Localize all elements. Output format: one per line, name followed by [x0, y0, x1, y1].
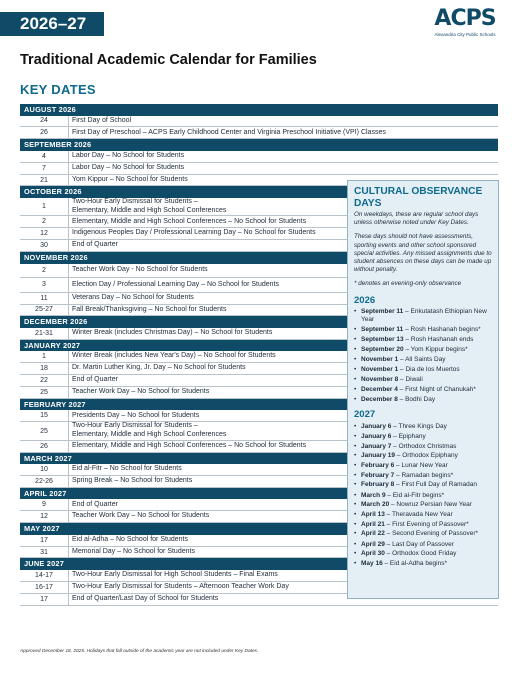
observance-name: Epiphany [398, 432, 426, 440]
observance-item: • April 22 – Second Evening of Passover* [354, 530, 492, 538]
month-header: AUGUST 2026 [20, 104, 498, 116]
observance-item: • April 21 – First Evening of Passover* [354, 520, 492, 530]
event-date: 25-27 [20, 305, 69, 316]
observance-name: Enkutatash Ethiopian New Year [361, 307, 487, 324]
observance-list-2026 [354, 308, 492, 405]
event-date: 11 [20, 293, 69, 304]
observance-item: • December 8 – Bodhi Day [354, 395, 492, 405]
month-header: SEPTEMBER 2026 [20, 139, 498, 151]
cultural-observance-panel [347, 180, 499, 599]
observance-note: These days should not have assessments, sporting events and other school sponsored special activities. Any missed assignments due to student absences on these days can be made up without penalty. [354, 233, 492, 274]
event-description: Labor Day – No School for Students [72, 163, 185, 171]
observance-date: January 7 [361, 442, 392, 450]
logo-text: ACPS [434, 6, 496, 31]
event-description: Election Day / Professional Learning Day – No School for Students [72, 280, 280, 288]
event-date: 4 [20, 151, 69, 162]
month-header: MAY 2027 [20, 523, 498, 535]
observance-item: • January 6 – Epiphany [354, 432, 492, 442]
event-date: 22-26 [20, 476, 69, 487]
observance-list-2027 [354, 422, 492, 570]
event-date: 26 [20, 441, 69, 452]
year-heading-2027: 2027 [354, 408, 376, 420]
observance-name: Orthodox Epiphany [402, 452, 458, 460]
observance-name: Second Evening of Passover* [392, 530, 479, 538]
event-date: 21 [20, 175, 69, 186]
event-date: 12 [20, 228, 69, 239]
calendar-row [20, 127, 498, 139]
event-date: 25 [20, 422, 69, 440]
observance-item: • September 20 – Yom Kippur begins* [354, 345, 492, 355]
logo-mark [426, 8, 504, 30]
event-date: 3 [20, 278, 69, 292]
event-description: Yom Kippur – No School for Students [72, 175, 188, 183]
observance-date: March 20 [361, 501, 390, 509]
observance-intro: On weekdays, these are regular school days unless otherwise noted under Key Dates. [354, 211, 479, 227]
event-date: 17 [20, 535, 69, 546]
observance-date: April 30 [361, 550, 385, 558]
event-description: Two-Hour Early Dismissal for Students – Afternoon Teacher Work Day [72, 583, 289, 591]
observance-name: Orthodox Good Friday [392, 550, 457, 558]
month-header: OCTOBER 2026 [20, 186, 498, 198]
observance-date: December 8 [361, 395, 398, 403]
observance-date: December 4 [361, 385, 398, 393]
observance-name: Orthodox Christmas [398, 442, 457, 450]
event-date: 26 [20, 127, 69, 138]
observance-item: • April 30 – Orthodox Good Friday [354, 549, 492, 559]
observance-item: • January 7 – Orthodox Christmas [354, 442, 492, 452]
event-date: 15 [20, 410, 69, 421]
observance-date: April 22 [361, 530, 385, 538]
observance-item: • November 1 – All Saints Day [354, 355, 492, 365]
observance-name: Yom Kippur begins* [410, 346, 468, 354]
observance-item: • March 20 – Nowruz Persian New Year [354, 500, 492, 510]
asterisk-note: * denotes an evening-only observance [354, 280, 462, 288]
observance-date: February 8 [361, 481, 395, 489]
event-description: Winter Break (includes New Year's Day) – No School for Students [72, 352, 276, 360]
observance-date: March 9 [361, 491, 386, 499]
event-description: Spring Break – No School for Students [72, 477, 193, 485]
event-description: Veterans Day – No School for Students [72, 293, 194, 301]
event-description: Two-Hour Early Dismissal for Students – Elementary, Middle and High School Conferences [72, 422, 227, 438]
observance-item: • September 11 – Enkutatash Ethiopian New Year [354, 308, 492, 325]
event-date: 17 [20, 594, 69, 605]
event-date: 9 [20, 499, 69, 510]
event-description: Elementary, Middle and High School Conferences – No School for Students [72, 441, 307, 449]
event-date: 16-17 [20, 582, 69, 593]
observance-item: • February 6 – Lunar New Year [354, 461, 492, 471]
event-description: End of Quarter [72, 241, 118, 249]
event-description: Eid al-Adha – No School for Students [72, 535, 188, 543]
event-date: 1 [20, 198, 69, 216]
event-description: Indigenous Peoples Day / Professional Learning Day – No School for Students [72, 229, 316, 237]
event-description: Fall Break/Thanksgiving – No School for Students [72, 305, 227, 313]
observance-name: Lunar New Year [401, 462, 448, 470]
observance-name: Eid al-Fitr begins* [392, 491, 445, 499]
observance-name: First Night of Chanukah* [405, 385, 476, 393]
calendar-row [20, 163, 498, 175]
event-description: Labor Day – No School for Students [72, 151, 185, 159]
observance-date: May 16 [361, 560, 383, 568]
observance-title: CULTURAL OBSERVANCE DAYS [354, 186, 483, 209]
event-description: First Day of Preschool – ACPS Early Childhood Center and Virginia Preschool Initiative (VPI) Classes [72, 128, 386, 136]
acps-logo [426, 8, 504, 37]
event-date: 2 [20, 216, 69, 227]
event-description: Teacher Work Day - No School for Students [72, 266, 208, 274]
observance-date: January 6 [361, 432, 392, 440]
year-heading-2026: 2026 [354, 294, 376, 306]
event-date: 10 [20, 464, 69, 475]
observance-date: April 21 [361, 521, 385, 529]
observance-date: September 11 [361, 307, 404, 315]
observance-date: September 20 [361, 346, 404, 354]
observance-name: Eid al-Adha begins* [389, 560, 448, 568]
event-description: Eid al-Fitr – No School for Students [72, 465, 182, 473]
event-date: 14-17 [20, 570, 69, 581]
event-description: Two-Hour Early Dismissal for Students – Elementary, Middle and High School Conferences [72, 198, 227, 214]
event-date: 25 [20, 387, 69, 398]
event-date: 24 [20, 116, 69, 127]
observance-item: • February 7 – Ramadan begins* [354, 471, 492, 481]
event-date: 12 [20, 511, 69, 522]
observance-name: Theravada New Year [391, 511, 453, 519]
event-date: 2 [20, 264, 69, 278]
observance-item: • January 6 – Three Kings Day [354, 422, 492, 432]
event-date: 1 [20, 351, 69, 362]
event-description: Dr. Martin Luther King, Jr. Day – No School for Students [72, 364, 246, 372]
observance-item: • February 8 – First Full Day of Ramadan [354, 481, 492, 489]
month-header: JUNE 2027 [20, 558, 498, 570]
event-description: End of Quarter [72, 500, 118, 508]
observance-date: November 8 [361, 375, 399, 383]
observance-date: April 13 [361, 511, 385, 519]
event-description: Teacher Work Day – No School for Students [72, 388, 210, 396]
observance-item: • November 1 – Dia de los Muertos [354, 365, 492, 375]
event-date: 30 [20, 240, 69, 251]
observance-item: • September 13 – Rosh Hashanah ends [354, 335, 492, 345]
month-header: JANUARY 2027 [20, 340, 498, 352]
observance-name: Bodhi Day [405, 395, 436, 403]
observance-date: November 1 [361, 356, 399, 364]
event-description: End of Quarter/Last Day of School for Students [72, 594, 219, 602]
observance-date: January 6 [361, 422, 392, 430]
observance-name: First Evening of Passover* [392, 521, 469, 529]
event-date: 31 [20, 547, 69, 558]
observance-name: All Saints Day [405, 356, 446, 364]
observance-name: Rosh Hashanah ends [410, 336, 474, 344]
event-date: 7 [20, 163, 69, 174]
observance-date: February 7 [361, 472, 395, 480]
observance-date: November 1 [361, 366, 399, 374]
event-description: Memorial Day – No School for Students [72, 547, 195, 555]
event-description: Elementary, Middle and High School Conferences – No School for Students [72, 217, 307, 225]
logo-subtitle: Alexandria City Public Schools [434, 32, 496, 37]
month-header: NOVEMBER 2026 [20, 252, 498, 264]
observance-item: • September 11 – Rosh Hashanah begins* [354, 325, 492, 335]
observance-name: Dia de los Muertos [405, 366, 460, 374]
event-description: Teacher Work Day – No School for Students [72, 512, 210, 520]
observance-name: Ramadan begins* [401, 472, 454, 480]
observance-date: February 6 [361, 462, 395, 470]
observance-item: • April 13 – Theravada New Year [354, 510, 492, 520]
month-header: APRIL 2027 [20, 488, 498, 500]
page-title: Traditional Academic Calendar for Families [20, 52, 317, 68]
observance-name: Rosh Hashanah begins* [410, 326, 481, 334]
event-description: End of Quarter [72, 376, 118, 384]
observance-name: Diwali [405, 375, 423, 383]
observance-item: • January 19 – Orthodox Epiphany [354, 451, 492, 461]
observance-item: • December 4 – First Night of Chanukah* [354, 385, 492, 395]
observance-date: January 19 [361, 452, 395, 460]
event-description: Two-Hour Early Dismissal for High School Students – Final Exams [72, 571, 278, 579]
key-dates-heading: KEY DATES [20, 82, 96, 97]
month-header: DECEMBER 2026 [20, 316, 498, 328]
event-description: Presidents Day – No School for Students [72, 411, 200, 419]
observance-name: Three Kings Day [398, 422, 447, 430]
observance-item: • April 29 – Last Day of Passover [354, 540, 492, 550]
observance-item: • March 9 – Eid al-Fitr begins* [354, 491, 492, 501]
observance-name: First Full Day of Ramadan [401, 481, 477, 489]
observance-name: Nowruz Persian New Year [396, 501, 472, 509]
observance-item: • November 8 – Diwali [354, 375, 492, 385]
observance-name: Last Day of Passover [392, 540, 454, 548]
event-description: Winter Break (includes Christmas Day) – No School for Students [72, 329, 273, 337]
year-banner: 2026–27 [0, 12, 104, 36]
month-header: MARCH 2027 [20, 453, 498, 465]
calendar-row [20, 151, 498, 163]
event-date: 22 [20, 375, 69, 386]
observance-date: September 13 [361, 336, 404, 344]
calendar-row [20, 116, 498, 128]
event-date: 21-31 [20, 328, 69, 339]
observance-date: April 29 [361, 540, 385, 548]
month-header: FEBRUARY 2027 [20, 399, 498, 411]
event-date: 18 [20, 363, 69, 374]
event-description: First Day of School [72, 116, 132, 124]
observance-date: September 11 [361, 326, 404, 334]
observance-item: • May 16 – Eid al-Adha begins* [354, 559, 492, 569]
footnote: Approved December 18, 2025. Holidays that fall outside of the academic year are not included under Key Dates. [20, 649, 259, 654]
